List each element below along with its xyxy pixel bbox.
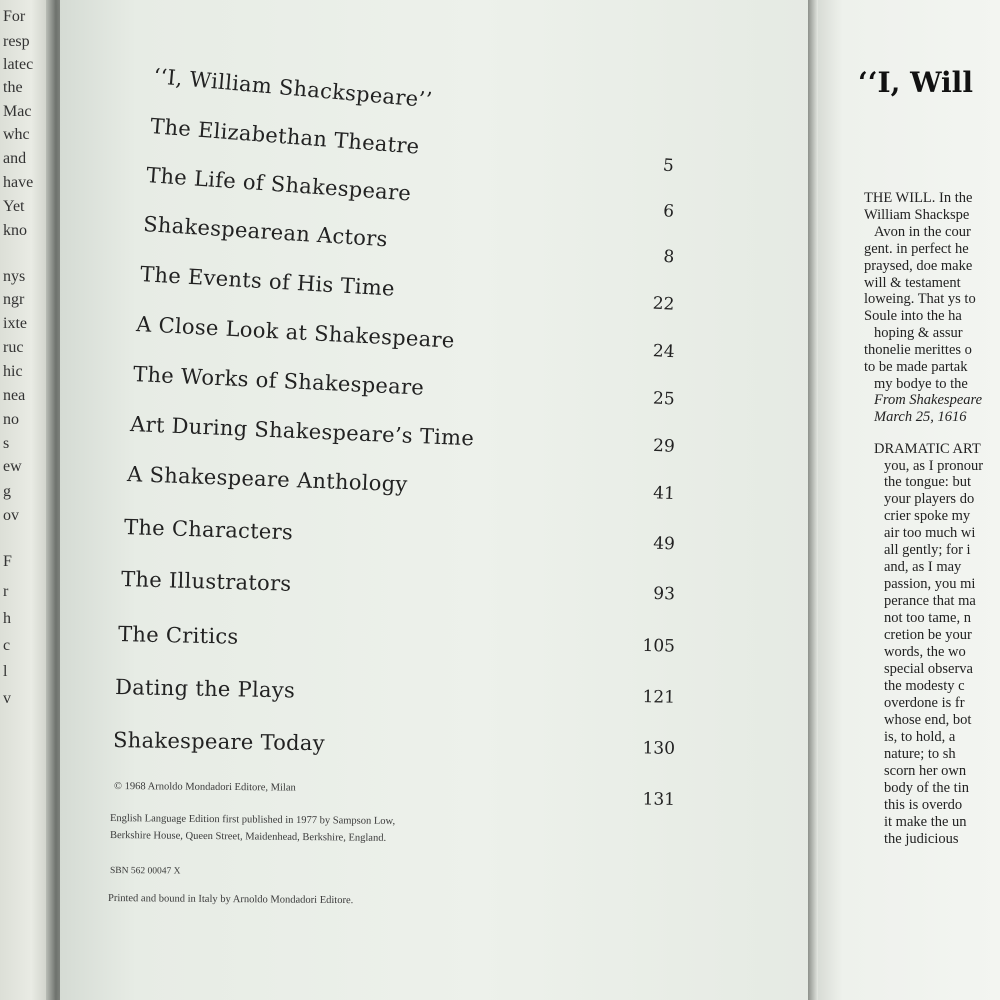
toc-entry-page-number: 121 [642,687,676,708]
right-page-text-line: THE WILL. In the [864,190,973,206]
right-page-text-line: nature; to sh [884,746,956,762]
toc-entry-page-number: 29 [652,435,676,457]
right-page-text-line: the judicious [884,831,959,847]
left-page-text-line: F [3,553,12,570]
toc-entry-page-number: 93 [653,583,676,605]
right-page-text-line: DRAMATIC ART [874,441,981,457]
right-page-text-line: praysed, doe make [864,258,973,274]
right-page-text-line: the tongue: but [884,474,971,490]
toc-entry-title: Art During Shakespeare’s Time [129,412,475,451]
toc-entry [121,567,676,616]
left-facing-page [0,0,52,1000]
toc-entry-title: The Works of Shakespeare [132,362,425,400]
toc-entry-page-number: 130 [642,738,676,759]
left-page-text-line: no [3,411,19,428]
left-page-text-line: ruc [3,339,24,356]
right-page-text-line: crier spoke my [884,508,971,524]
right-page-text-line: scorn her own [884,763,967,779]
toc-entry-title: Shakespeare Today [112,728,326,756]
toc-entry-page-number: 131 [642,789,676,810]
left-page-text-line: c [3,637,11,654]
left-page-text-line: h [3,610,11,627]
toc-entry-page-number: 105 [642,635,676,657]
left-page-text-line: v [3,690,11,707]
right-page-text-line: Avon in the cour [874,224,971,240]
right-page-text-line: special observa [884,661,973,677]
right-page-text-line: it make the un [884,814,967,830]
right-facing-page [808,0,1000,1000]
right-page-text-line: not too tame, n [884,610,971,626]
toc-list [60,0,820,1000]
right-page-text-line: this is overdo [884,797,963,813]
left-page-text-line: hic [3,363,23,380]
toc-entry [113,728,675,771]
left-page-text-line: ixte [3,315,27,332]
toc-entry-page-number: 49 [652,533,676,555]
right-page-text-line: my bodye to the [874,376,968,392]
left-page-text-line: s [3,435,10,452]
right-page-text-line: you, as I pronour [884,458,984,474]
toc-entry-page-number: 24 [652,341,676,363]
toc-entry-title: Shakespearean Actors [142,212,389,252]
toc-entry-title: The Elizabethan Theatre [149,114,421,159]
left-page-text-line: Mac [3,103,32,120]
toc-entry-title: A Shakespeare Anthology [126,462,409,497]
right-page-text-line: words, the wo [884,644,966,660]
toc-entry-title: ‘‘I, William Shackspeare’’ [152,64,434,113]
left-page-text-line: l [3,663,8,680]
toc-entry [123,515,675,566]
right-page-text-line: overdone is fr [884,695,965,711]
right-page-text-line: William Shackspe [864,207,970,223]
right-page-text-line: body of the tin [884,780,969,796]
right-page-text-line: perance that ma [884,593,976,609]
table-of-contents-page [60,0,820,1000]
right-page-text-line: From Shakespeare [874,392,983,408]
left-page-text-line: g [3,483,11,500]
right-page-text-line: air too much wi [884,525,976,541]
right-page-text-line: cretion be your [884,627,972,643]
right-page-text-line: and, as I may [884,559,962,575]
toc-entry-page-number: 41 [652,483,676,505]
left-page-text-line: r [3,583,9,600]
left-page-text-line: nea [3,387,26,404]
right-page-text-line: loweing. That ys to [864,291,976,307]
right-page-text-line: to be made partak [864,359,968,375]
right-page-text-line: the modesty c [884,678,965,694]
toc-entry [118,622,676,669]
toc-entry [132,362,675,421]
right-page-text-line: passion, you mi [884,576,976,592]
left-page-text-line: ov [3,507,19,524]
toc-entry-title: The Characters [123,515,294,545]
left-page-text-line: latec [3,56,34,73]
right-page-text-line: whose end, bot [884,712,972,728]
toc-entry-page-number: 22 [652,293,675,315]
toc-entry-title: A Close Look at Shakespeare [135,312,456,353]
left-page-text-line: For [3,8,26,25]
right-page-edge [808,0,818,1000]
left-page-text-line: the [3,79,23,96]
left-page-text-line: and [3,150,27,167]
toc-entry-page-number: 25 [652,388,676,410]
right-page-text-line: your players do [884,491,975,507]
toc-entry-title: The Critics [117,622,239,649]
right-page-text-line: gent. in perfect he [864,241,969,257]
sbn-line: SBN 562 00047 X [109,866,181,877]
printed-line: Printed and bound in Italy by Arnoldo Mondadori Editore. [107,893,354,907]
copyright-line: © 1968 Arnoldo Mondadori Editore, Milan [113,781,296,794]
toc-entry-title: The Illustrators [120,567,292,596]
left-page-text-line: Yet [3,198,25,215]
right-page-text-line: all gently; for i [884,542,971,558]
right-page-text-line: March 25, 1616 [874,409,967,425]
left-page-text-line: whc [3,126,30,143]
right-page-heading: ‘‘I, Will [858,66,973,99]
toc-entry-page-number: 5 [662,155,675,177]
toc-entry-title: Dating the Plays [114,675,296,703]
toc-entry-title: The Life of Shakespeare [145,163,412,206]
right-page-text-line: will & testament [864,275,961,291]
right-page-text-line: is, to hold, a [884,729,956,745]
left-page-text-line: have [3,174,34,191]
toc-entry-page-number: 6 [662,201,675,222]
right-page-text-line: thonelie merittes o [864,342,972,358]
edition-line-2: Berkshire House, Queen Street, Maidenhead, Berkshire, England. [109,830,387,844]
toc-entry-page-number: 8 [662,246,675,268]
toc-entry [126,462,675,516]
left-page-text-line: ew [3,458,22,475]
toc-entry [129,412,675,469]
toc-entry [115,675,676,720]
toc-entry-title: The Events of His Time [139,262,396,301]
right-page-text-line: Soule into the ha [864,308,962,324]
left-page-text-line: kno [3,222,27,239]
left-page-text-line: resp [3,33,30,50]
left-page-text-line: ngr [3,291,25,308]
right-page-text-line: hoping & assur [874,325,963,341]
left-page-text-line: nys [3,268,26,285]
edition-line-1: English Language Edition first published in 1977 by Sampson Low, [109,813,396,827]
